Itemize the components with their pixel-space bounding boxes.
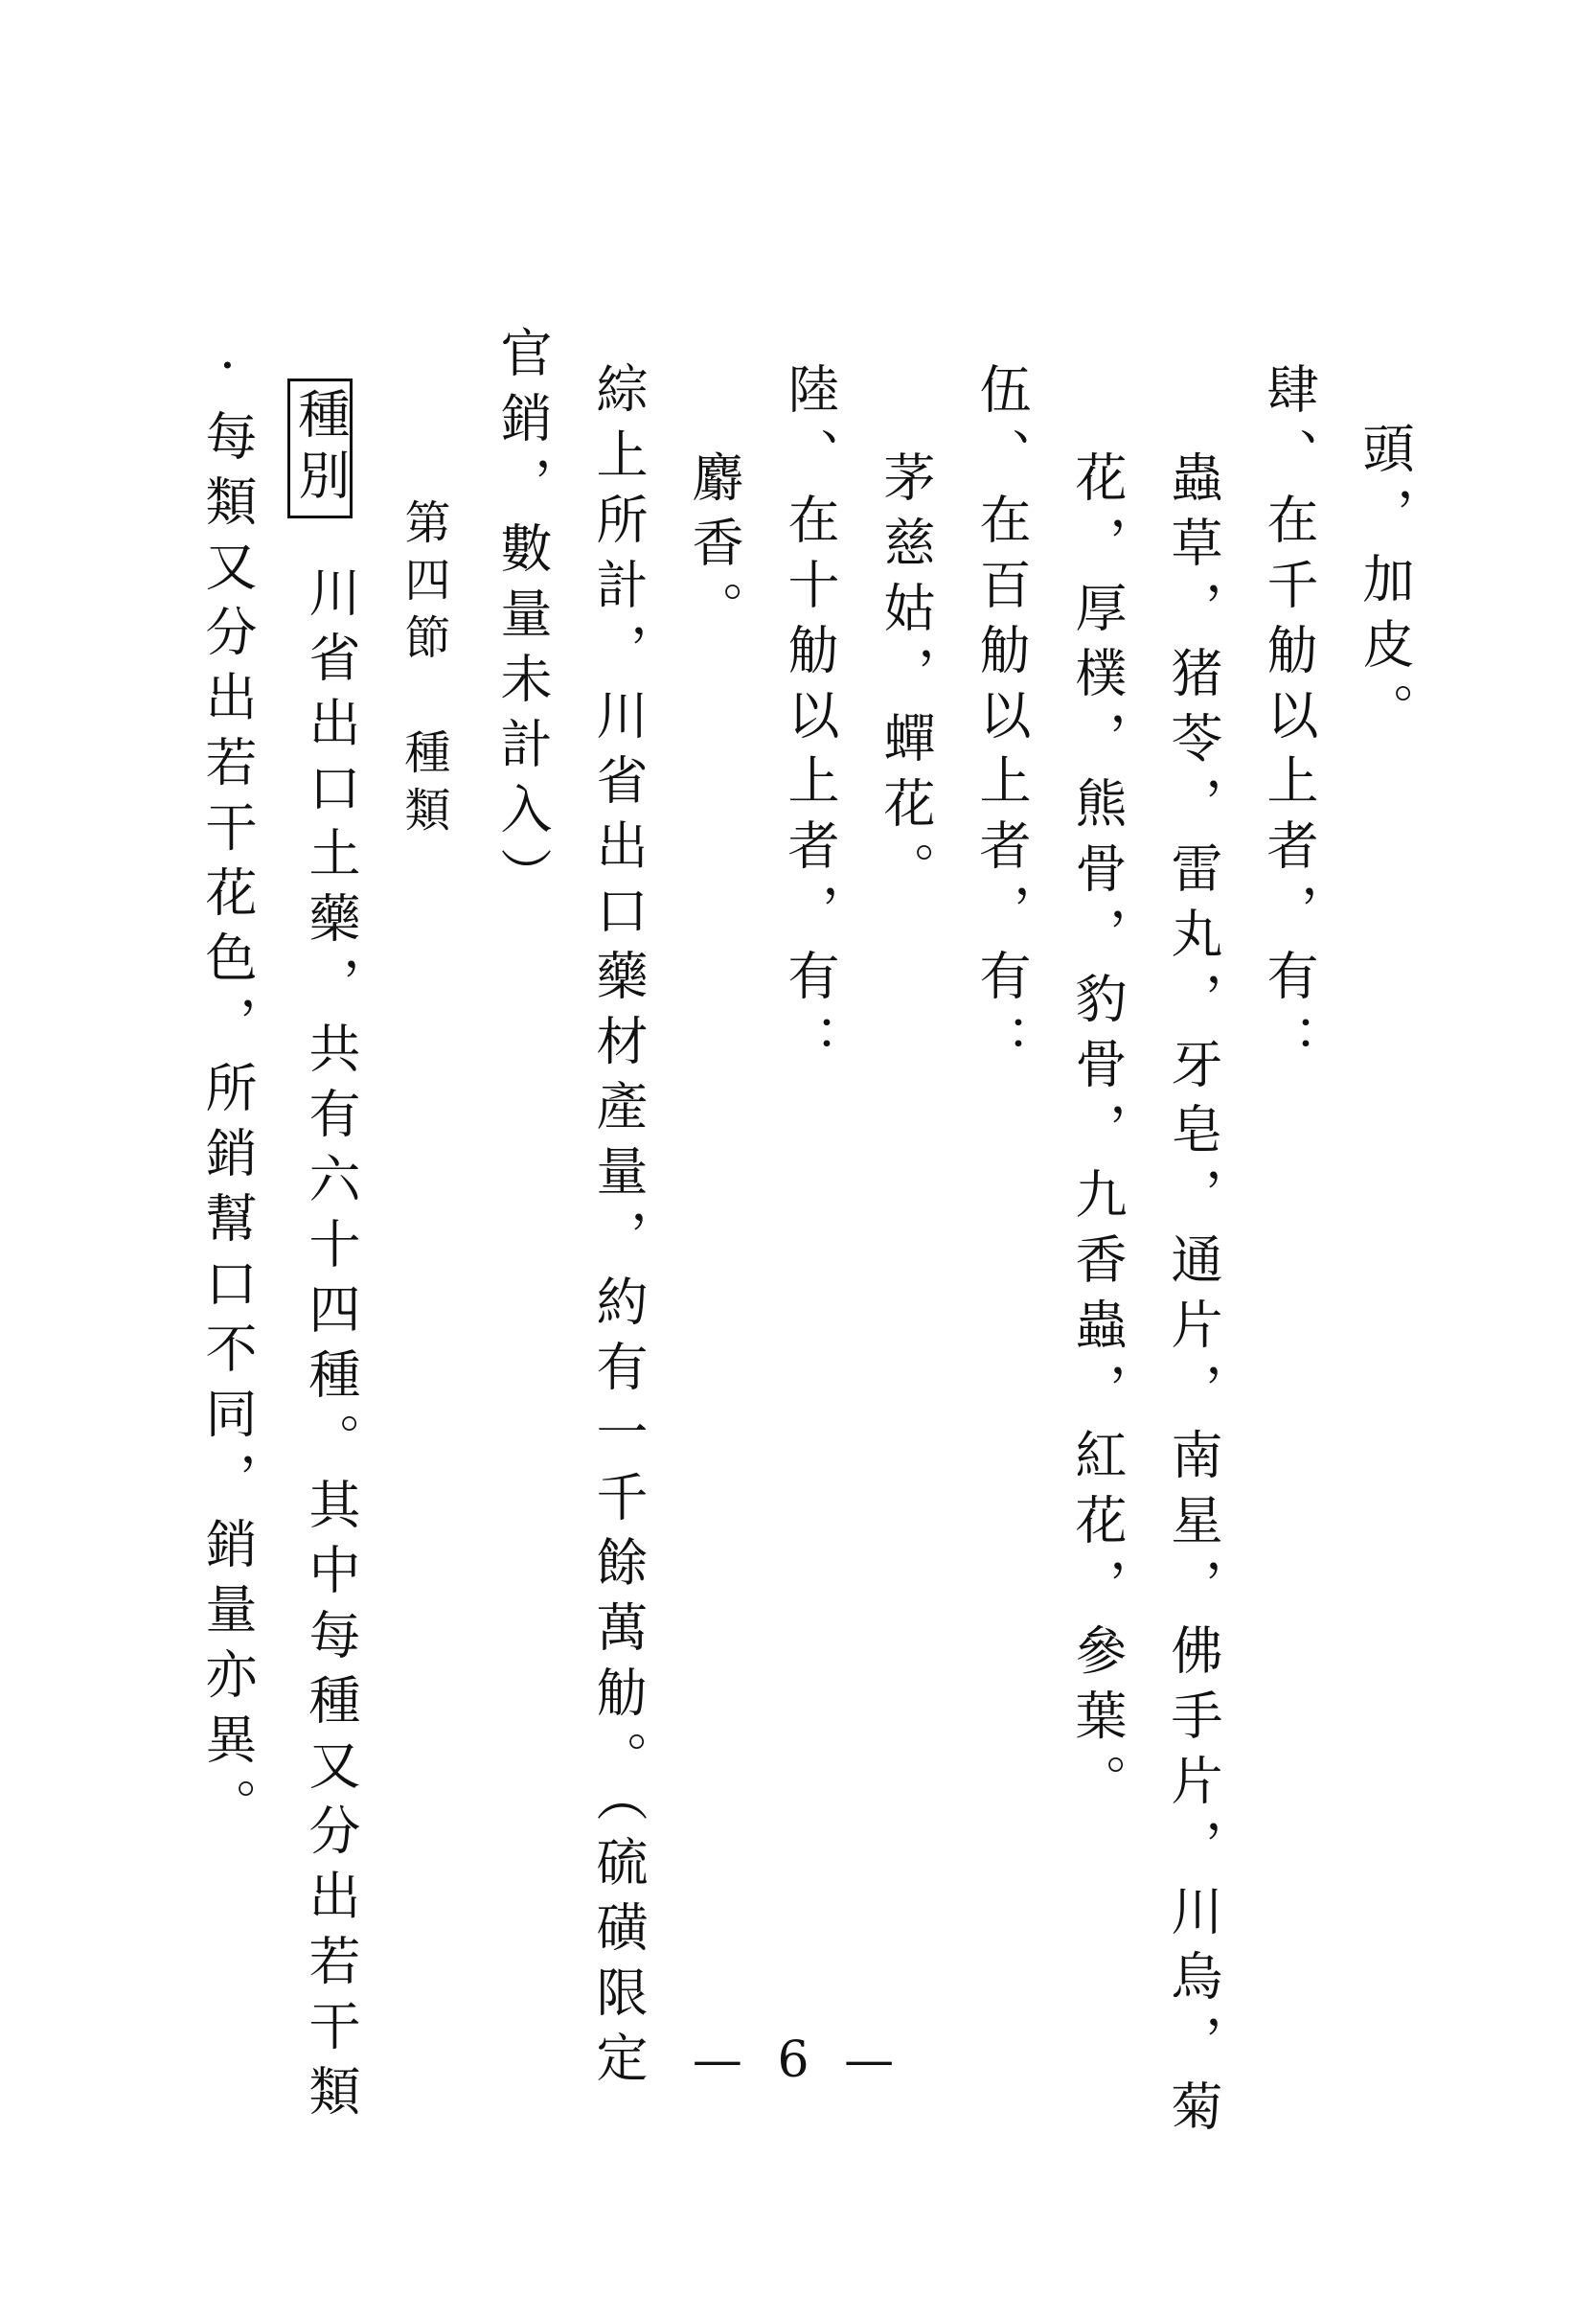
page-number: — 6 —	[692, 2031, 904, 2089]
text-column-3: 蟲草，猪苓，雷丸，牙皂，通片，南星，佛手片，川烏，菊	[1163, 450, 1223, 2145]
text-column-13: ·每類又分出若干花色，所銷幫口不同，銷量亦異。	[197, 335, 258, 1843]
text-column-4: 花，厚樸，熊骨，豹骨，九香蟲，紅花，參葉。	[1067, 450, 1128, 1819]
text-column-2: 肆、在千觔以上者，有：	[1259, 362, 1319, 1079]
text-column-5: 伍、在百觔以上者，有：	[971, 362, 1032, 1079]
text-column-12: 川省出口土藥，共有六十四種。其中每種又分出若干類	[301, 565, 361, 2129]
text-column-6: 茅慈姑，蟬花。	[876, 450, 936, 907]
text-column-10: 官銷，數量未計入）	[492, 326, 553, 912]
section-heading: 第四節 種類	[397, 498, 450, 843]
category-label	[287, 379, 353, 518]
category-label-box: 種別	[287, 379, 353, 518]
text-column-7: 陸、在十觔以上者，有：	[780, 362, 840, 1079]
text-column-8: 麝香。	[684, 450, 744, 646]
text-column-1: 頭，加皮。	[1355, 422, 1415, 747]
text-column-9: 綜上所計，川省出口藥材產量，約有一千餘萬觔。（硫磺限定	[588, 362, 649, 2096]
